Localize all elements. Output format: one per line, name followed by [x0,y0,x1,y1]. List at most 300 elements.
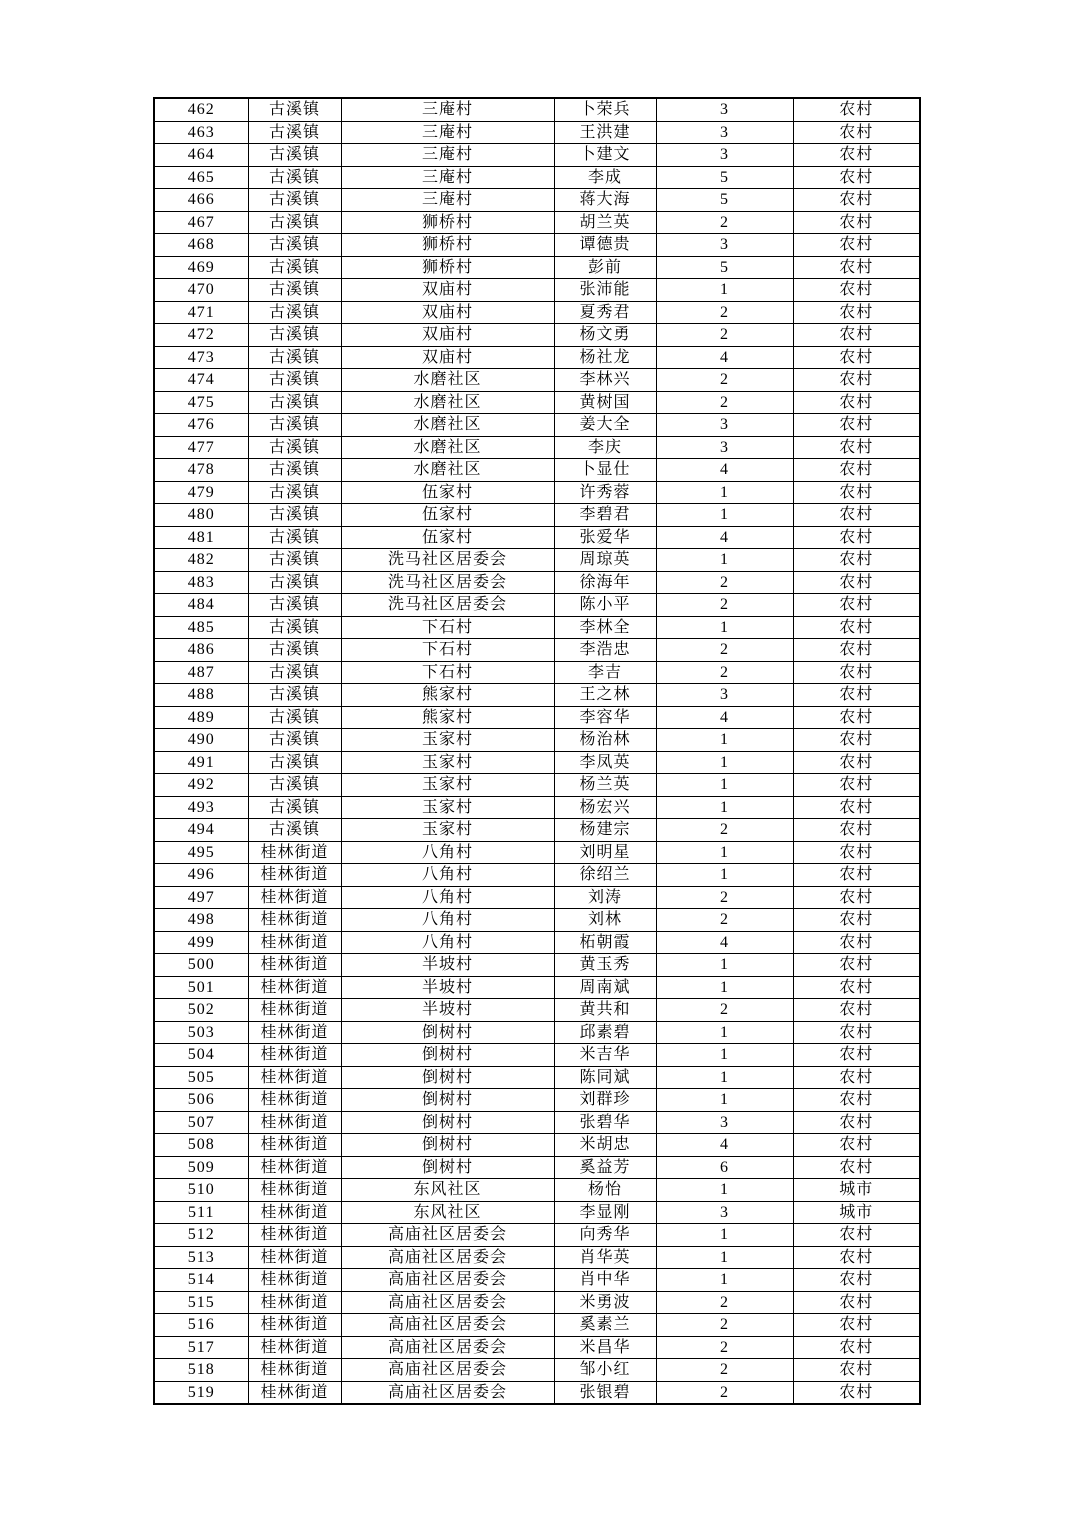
index-cell: 503 [154,1021,248,1044]
village-cell: 洗马社区居委会 [341,549,554,572]
table-row [154,144,920,167]
category-cell: 农村 [793,616,920,639]
count-cell: 3 [656,414,793,437]
village-cell: 高庙社区居委会 [341,1336,554,1359]
count-cell: 4 [656,459,793,482]
table-row [154,526,920,549]
count-cell: 1 [656,796,793,819]
count-cell: 5 [656,189,793,212]
name-cell: 米勇波 [554,1291,656,1314]
count-cell: 1 [656,1246,793,1269]
name-cell: 邹小红 [554,1359,656,1382]
name-cell: 米吉华 [554,1044,656,1067]
name-cell: 卜建文 [554,144,656,167]
town-cell: 桂林街道 [248,1134,341,1157]
category-cell: 农村 [793,481,920,504]
count-cell: 3 [656,1111,793,1134]
name-cell: 李容华 [554,706,656,729]
table-row [154,436,920,459]
village-cell: 三庵村 [341,166,554,189]
index-cell: 494 [154,819,248,842]
index-cell: 505 [154,1066,248,1089]
town-cell: 古溪镇 [248,481,341,504]
index-cell: 508 [154,1134,248,1157]
category-cell: 农村 [793,976,920,999]
village-cell: 洗马社区居委会 [341,594,554,617]
count-cell: 5 [656,166,793,189]
table-row [154,976,920,999]
village-cell: 伍家村 [341,504,554,527]
index-cell: 483 [154,571,248,594]
town-cell: 桂林街道 [248,1246,341,1269]
village-cell: 八角村 [341,864,554,887]
table-row [154,324,920,347]
index-cell: 491 [154,751,248,774]
village-cell: 伍家村 [341,481,554,504]
count-cell: 2 [656,661,793,684]
category-cell: 农村 [793,211,920,234]
village-cell: 双庙村 [341,279,554,302]
town-cell: 桂林街道 [248,841,341,864]
category-cell: 农村 [793,234,920,257]
count-cell: 1 [656,1179,793,1202]
table-row [154,1021,920,1044]
table-row [154,256,920,279]
village-cell: 熊家村 [341,706,554,729]
table-row [154,954,920,977]
town-cell: 桂林街道 [248,1111,341,1134]
name-cell: 邱素碧 [554,1021,656,1044]
village-cell: 三庵村 [341,121,554,144]
name-cell: 卜荣兵 [554,98,656,121]
index-cell: 477 [154,436,248,459]
count-cell: 2 [656,1314,793,1337]
table-row [154,999,920,1022]
count-cell: 3 [656,144,793,167]
table-row [154,1066,920,1089]
index-cell: 501 [154,976,248,999]
count-cell: 1 [656,1269,793,1292]
town-cell: 桂林街道 [248,1291,341,1314]
count-cell: 1 [656,864,793,887]
town-cell: 桂林街道 [248,886,341,909]
table-row [154,211,920,234]
index-cell: 504 [154,1044,248,1067]
category-cell: 农村 [793,796,920,819]
name-cell: 夏秀君 [554,301,656,324]
table-row [154,301,920,324]
count-cell: 1 [656,481,793,504]
count-cell: 6 [656,1156,793,1179]
category-cell: 农村 [793,549,920,572]
town-cell: 古溪镇 [248,301,341,324]
count-cell: 2 [656,886,793,909]
category-cell: 农村 [793,729,920,752]
village-cell: 东风社区 [341,1179,554,1202]
town-cell: 古溪镇 [248,549,341,572]
count-cell: 2 [656,1291,793,1314]
table-row [154,1111,920,1134]
category-cell: 农村 [793,1134,920,1157]
index-cell: 518 [154,1359,248,1382]
village-cell: 倒树村 [341,1134,554,1157]
name-cell: 奚素兰 [554,1314,656,1337]
name-cell: 徐海年 [554,571,656,594]
table-row [154,684,920,707]
name-cell: 李成 [554,166,656,189]
table-row [154,1044,920,1067]
table-row [154,1224,920,1247]
count-cell: 2 [656,301,793,324]
category-cell: 农村 [793,98,920,121]
town-cell: 桂林街道 [248,954,341,977]
count-cell: 3 [656,684,793,707]
index-cell: 513 [154,1246,248,1269]
table-row [154,864,920,887]
village-cell: 三庵村 [341,98,554,121]
category-cell: 农村 [793,999,920,1022]
name-cell: 刘群珍 [554,1089,656,1112]
table-row [154,931,920,954]
category-cell: 农村 [793,954,920,977]
name-cell: 李碧君 [554,504,656,527]
category-cell: 农村 [793,459,920,482]
index-cell: 502 [154,999,248,1022]
count-cell: 2 [656,391,793,414]
category-cell: 农村 [793,1246,920,1269]
name-cell: 李林兴 [554,369,656,392]
name-cell: 李显刚 [554,1201,656,1224]
village-cell: 水磨社区 [341,414,554,437]
category-cell: 农村 [793,1066,920,1089]
table-row [154,369,920,392]
count-cell: 1 [656,279,793,302]
name-cell: 刘明星 [554,841,656,864]
index-cell: 519 [154,1381,248,1404]
index-cell: 464 [154,144,248,167]
index-cell: 510 [154,1179,248,1202]
town-cell: 古溪镇 [248,279,341,302]
name-cell: 杨兰英 [554,774,656,797]
table-row [154,391,920,414]
table-row [154,571,920,594]
town-cell: 桂林街道 [248,1044,341,1067]
name-cell: 李浩忠 [554,639,656,662]
village-cell: 高庙社区居委会 [341,1314,554,1337]
name-cell: 肖中华 [554,1269,656,1292]
village-cell: 水磨社区 [341,369,554,392]
count-cell: 2 [656,1336,793,1359]
count-cell: 4 [656,1134,793,1157]
index-cell: 507 [154,1111,248,1134]
count-cell: 2 [656,1359,793,1382]
table-row [154,1269,920,1292]
village-cell: 狮桥村 [341,211,554,234]
town-cell: 古溪镇 [248,234,341,257]
table-row [154,1359,920,1382]
index-cell: 499 [154,931,248,954]
table-row [154,594,920,617]
index-cell: 486 [154,639,248,662]
table-row [154,1314,920,1337]
count-cell: 2 [656,594,793,617]
count-cell: 1 [656,1021,793,1044]
town-cell: 古溪镇 [248,121,341,144]
town-cell: 桂林街道 [248,1381,341,1404]
table-row [154,796,920,819]
index-cell: 479 [154,481,248,504]
table-row [154,459,920,482]
category-cell: 农村 [793,1156,920,1179]
category-cell: 农村 [793,1111,920,1134]
count-cell: 1 [656,1089,793,1112]
index-cell: 488 [154,684,248,707]
town-cell: 古溪镇 [248,459,341,482]
count-cell: 1 [656,549,793,572]
count-cell: 1 [656,774,793,797]
town-cell: 桂林街道 [248,1021,341,1044]
index-cell: 487 [154,661,248,684]
town-cell: 古溪镇 [248,661,341,684]
table-row [154,1134,920,1157]
category-cell: 农村 [793,886,920,909]
category-cell: 农村 [793,1314,920,1337]
village-cell: 倒树村 [341,1156,554,1179]
town-cell: 桂林街道 [248,909,341,932]
count-cell: 1 [656,976,793,999]
village-cell: 八角村 [341,841,554,864]
name-cell: 柘朝霞 [554,931,656,954]
index-cell: 500 [154,954,248,977]
town-cell: 桂林街道 [248,1336,341,1359]
town-cell: 古溪镇 [248,616,341,639]
table-row [154,98,920,121]
town-cell: 桂林街道 [248,931,341,954]
table-row [154,1291,920,1314]
index-cell: 473 [154,346,248,369]
village-cell: 倒树村 [341,1044,554,1067]
name-cell: 彭前 [554,256,656,279]
town-cell: 古溪镇 [248,98,341,121]
name-cell: 蒋大海 [554,189,656,212]
table-body [154,98,920,1404]
town-cell: 古溪镇 [248,369,341,392]
village-cell: 高庙社区居委会 [341,1359,554,1382]
table-row [154,1201,920,1224]
name-cell: 胡兰英 [554,211,656,234]
town-cell: 桂林街道 [248,864,341,887]
name-cell: 周琼英 [554,549,656,572]
count-cell: 1 [656,751,793,774]
category-cell: 农村 [793,1044,920,1067]
name-cell: 黄树国 [554,391,656,414]
index-cell: 515 [154,1291,248,1314]
category-cell: 农村 [793,189,920,212]
count-cell: 3 [656,234,793,257]
town-cell: 古溪镇 [248,211,341,234]
table-row [154,774,920,797]
table-row [154,886,920,909]
category-cell: 农村 [793,1224,920,1247]
village-cell: 半坡村 [341,954,554,977]
name-cell: 肖华英 [554,1246,656,1269]
index-cell: 512 [154,1224,248,1247]
count-cell: 2 [656,1381,793,1404]
village-cell: 双庙村 [341,301,554,324]
name-cell: 米胡忠 [554,1134,656,1157]
index-cell: 481 [154,526,248,549]
town-cell: 古溪镇 [248,189,341,212]
village-cell: 三庵村 [341,189,554,212]
index-cell: 511 [154,1201,248,1224]
index-cell: 465 [154,166,248,189]
category-cell: 农村 [793,571,920,594]
index-cell: 517 [154,1336,248,1359]
table-row [154,661,920,684]
village-cell: 伍家村 [341,526,554,549]
index-cell: 514 [154,1269,248,1292]
village-cell: 玉家村 [341,774,554,797]
town-cell: 古溪镇 [248,324,341,347]
category-cell: 农村 [793,324,920,347]
index-cell: 475 [154,391,248,414]
name-cell: 陈同斌 [554,1066,656,1089]
table-row [154,121,920,144]
village-cell: 水磨社区 [341,391,554,414]
village-cell: 半坡村 [341,999,554,1022]
village-cell: 倒树村 [341,1066,554,1089]
village-cell: 高庙社区居委会 [341,1246,554,1269]
name-cell: 王洪建 [554,121,656,144]
town-cell: 古溪镇 [248,391,341,414]
name-cell: 姜大全 [554,414,656,437]
name-cell: 李吉 [554,661,656,684]
category-cell: 农村 [793,166,920,189]
category-cell: 农村 [793,819,920,842]
village-cell: 东风社区 [341,1201,554,1224]
category-cell: 农村 [793,706,920,729]
category-cell: 农村 [793,1359,920,1382]
town-cell: 古溪镇 [248,751,341,774]
village-cell: 下石村 [341,661,554,684]
category-cell: 农村 [793,436,920,459]
index-cell: 490 [154,729,248,752]
count-cell: 3 [656,436,793,459]
town-cell: 桂林街道 [248,1156,341,1179]
town-cell: 古溪镇 [248,594,341,617]
village-cell: 水磨社区 [341,436,554,459]
table-row [154,639,920,662]
index-cell: 466 [154,189,248,212]
category-cell: 农村 [793,346,920,369]
category-cell: 农村 [793,369,920,392]
count-cell: 4 [656,706,793,729]
town-cell: 桂林街道 [248,1066,341,1089]
category-cell: 农村 [793,121,920,144]
table-row [154,504,920,527]
category-cell: 农村 [793,751,920,774]
name-cell: 向秀华 [554,1224,656,1247]
village-cell: 高庙社区居委会 [341,1291,554,1314]
count-cell: 4 [656,931,793,954]
table-row [154,1179,920,1202]
village-cell: 高庙社区居委会 [341,1381,554,1404]
village-cell: 狮桥村 [341,256,554,279]
index-cell: 467 [154,211,248,234]
index-cell: 496 [154,864,248,887]
count-cell: 4 [656,346,793,369]
table-row [154,1336,920,1359]
town-cell: 古溪镇 [248,436,341,459]
town-cell: 桂林街道 [248,1359,341,1382]
table-row [154,189,920,212]
count-cell: 1 [656,616,793,639]
category-cell: 农村 [793,279,920,302]
table-row [154,279,920,302]
name-cell: 奚益芳 [554,1156,656,1179]
village-cell: 下石村 [341,616,554,639]
category-cell: 农村 [793,144,920,167]
index-cell: 471 [154,301,248,324]
category-cell: 农村 [793,391,920,414]
village-cell: 熊家村 [341,684,554,707]
category-cell: 农村 [793,256,920,279]
index-cell: 484 [154,594,248,617]
village-cell: 八角村 [341,886,554,909]
table-row [154,234,920,257]
index-cell: 469 [154,256,248,279]
village-cell: 玉家村 [341,819,554,842]
town-cell: 古溪镇 [248,571,341,594]
count-cell: 1 [656,1224,793,1247]
name-cell: 黄玉秀 [554,954,656,977]
town-cell: 桂林街道 [248,976,341,999]
category-cell: 农村 [793,1336,920,1359]
count-cell: 2 [656,211,793,234]
village-cell: 双庙村 [341,346,554,369]
name-cell: 谭德贵 [554,234,656,257]
village-cell: 半坡村 [341,976,554,999]
category-cell: 农村 [793,1291,920,1314]
count-cell: 2 [656,571,793,594]
count-cell: 1 [656,1044,793,1067]
category-cell: 城市 [793,1201,920,1224]
category-cell: 农村 [793,931,920,954]
table-row [154,1381,920,1404]
name-cell: 杨建宗 [554,819,656,842]
count-cell: 2 [656,909,793,932]
index-cell: 470 [154,279,248,302]
town-cell: 古溪镇 [248,684,341,707]
village-cell: 双庙村 [341,324,554,347]
index-cell: 509 [154,1156,248,1179]
index-cell: 495 [154,841,248,864]
village-cell: 高庙社区居委会 [341,1224,554,1247]
category-cell: 农村 [793,774,920,797]
category-cell: 农村 [793,684,920,707]
index-cell: 482 [154,549,248,572]
index-cell: 468 [154,234,248,257]
count-cell: 2 [656,639,793,662]
index-cell: 472 [154,324,248,347]
village-cell: 狮桥村 [341,234,554,257]
table-row [154,616,920,639]
count-cell: 1 [656,841,793,864]
name-cell: 卜显仕 [554,459,656,482]
name-cell: 张银碧 [554,1381,656,1404]
town-cell: 桂林街道 [248,1089,341,1112]
index-cell: 478 [154,459,248,482]
